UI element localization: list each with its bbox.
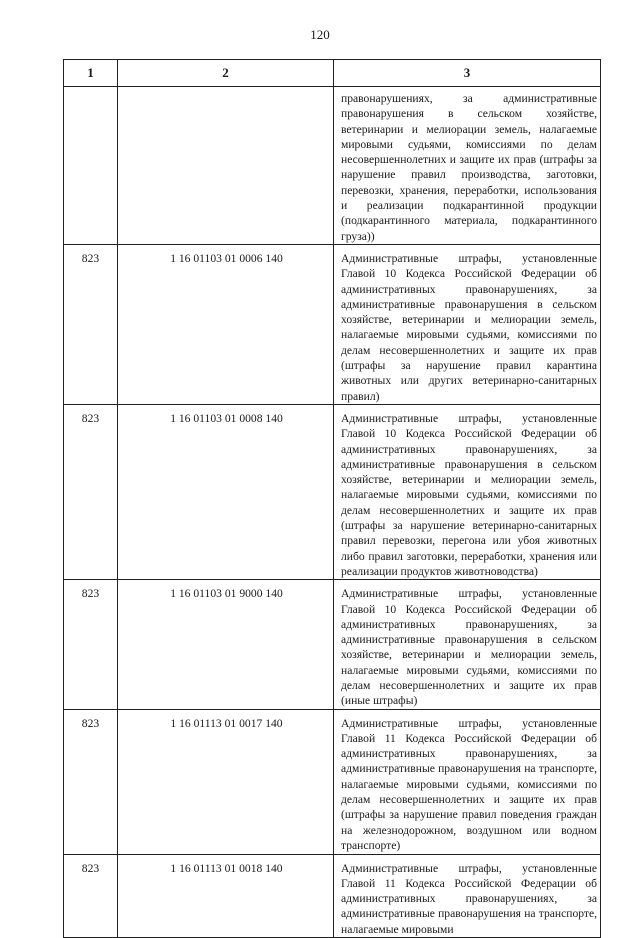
revenue-code-cell: 1 16 01113 01 0018 140 bbox=[118, 854, 334, 937]
header-col-2: 2 bbox=[118, 60, 334, 87]
admin-code-cell: 823 bbox=[64, 244, 118, 404]
admin-code-cell: 823 bbox=[64, 709, 118, 854]
header-col-1: 1 bbox=[64, 60, 118, 87]
table-row bbox=[64, 580, 601, 709]
table-row bbox=[64, 87, 601, 245]
revenue-code-cell: 1 16 01103 01 9000 140 bbox=[118, 580, 334, 709]
revenue-codes-table bbox=[63, 59, 601, 938]
description-cell: Административные штрафы, установленные Главой 10 Кодекса Российской Федерации об административных правонарушениях, за административные правонарушения в сельском хозяйстве, ветеринарии и мелиорации земель, налагаемые мировыми судьями, комиссиями по делам несовершеннолетних и защите их прав (штрафы за нарушение правил карантина животных или других ветеринарно-санитарных правил) bbox=[334, 244, 601, 404]
table-header-row bbox=[64, 60, 601, 87]
table-row bbox=[64, 709, 601, 854]
header-col-3: 3 bbox=[334, 60, 601, 87]
revenue-code-cell bbox=[118, 87, 334, 245]
admin-code-cell bbox=[64, 87, 118, 245]
page-number: 120 bbox=[310, 27, 330, 42]
description-cell: Административные штрафы, установленные Главой 11 Кодекса Российской Федерации об административных правонарушениях, за административные правонарушения на транспорте, налагаемые мировыми судьями, комиссиями по делам несовершеннолетних и защите их прав (штрафы за нарушение правил поведения граждан на железнодорожном, воздушном или водном транспорте) bbox=[334, 709, 601, 854]
description-cell: Административные штрафы, установленные Главой 10 Кодекса Российской Федерации об административных правонарушениях, за административные правонарушения в сельском хозяйстве, ветеринарии и мелиорации земель, налагаемые мировыми судьями, комиссиями по делам несовершеннолетних и защите их прав (иные штрафы) bbox=[334, 580, 601, 709]
description-cell: Административные штрафы, установленные Главой 11 Кодекса Российской Федерации об административных правонарушениях, за административные правонарушения на транспорте, налагаемые мировыми bbox=[334, 854, 601, 937]
description-cell: правонарушениях, за административные правонарушения в сельском хозяйстве, ветеринарии и мелиорации земель, налагаемые мировыми судьями, комиссиями по делам несовершеннолетних и защите их прав (штрафы за нарушение правил производства, заготовки, перевозки, хранения, переработки, использования и реализации подкарантинной продукции (подкарантинного материала, подкарантинного груза)) bbox=[334, 87, 601, 245]
admin-code-cell: 823 bbox=[64, 404, 118, 579]
admin-code-cell: 823 bbox=[64, 580, 118, 709]
table-row bbox=[64, 854, 601, 937]
revenue-code-cell: 1 16 01103 01 0006 140 bbox=[118, 244, 334, 404]
table-row bbox=[64, 244, 601, 404]
table-row bbox=[64, 404, 601, 579]
description-cell: Административные штрафы, установленные Главой 10 Кодекса Российской Федерации об административных правонарушениях, за административные правонарушения в сельском хозяйстве, ветеринарии и мелиорации земель, налагаемые мировыми судьями, комиссиями по делам несовершеннолетних и защите их прав (штрафы за нарушение ветеринарно-санитарных правил перевозки, перегона или убоя животных либо правил заготовки, переработки, хранения или реализации продуктов животноводства) bbox=[334, 404, 601, 579]
revenue-code-cell: 1 16 01103 01 0008 140 bbox=[118, 404, 334, 579]
admin-code-cell: 823 bbox=[64, 854, 118, 937]
revenue-code-cell: 1 16 01113 01 0017 140 bbox=[118, 709, 334, 854]
